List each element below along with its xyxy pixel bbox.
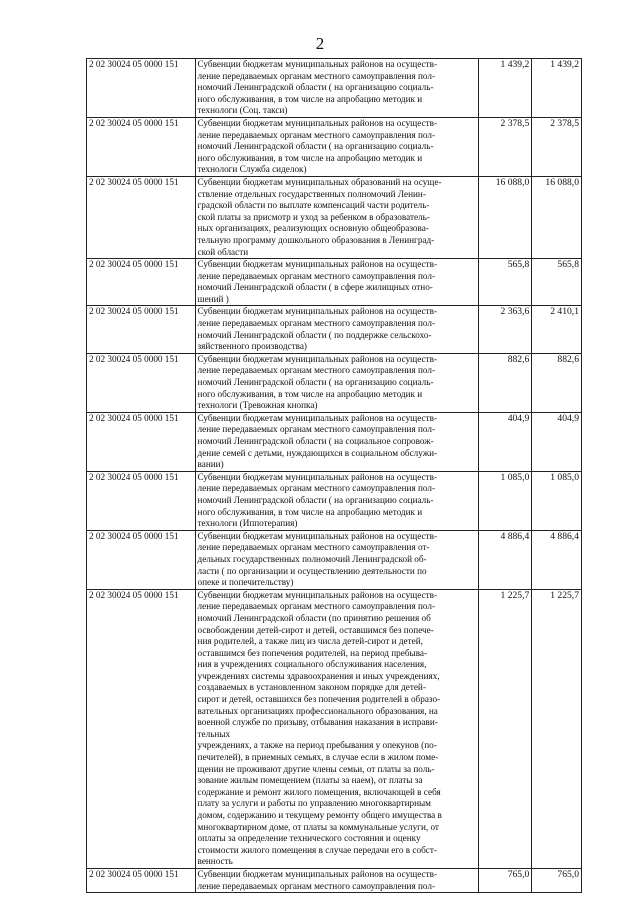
amount-cell-2: 404,9 (532, 412, 582, 471)
table-row (87, 117, 582, 176)
budget-code-cell: 2 02 30024 05 0000 151 (87, 353, 196, 412)
table-row (87, 412, 582, 471)
budget-code-cell: 2 02 30024 05 0000 151 (87, 471, 196, 530)
budget-code-cell: 2 02 30024 05 0000 151 (87, 412, 196, 471)
table-row (87, 306, 582, 353)
amount-cell-1: 1 225,7 (478, 589, 532, 868)
budget-code-cell: 2 02 30024 05 0000 151 (87, 306, 196, 353)
amount-cell-2: 1 085,0 (532, 471, 582, 530)
table-row (87, 530, 582, 589)
amount-cell-2: 765,0 (532, 868, 582, 892)
amount-cell-1: 1 085,0 (478, 471, 532, 530)
table-row (87, 868, 582, 892)
budget-code-cell: 2 02 30024 05 0000 151 (87, 59, 196, 118)
description-cell: Субвенции бюджетам муниципальных районов на осуществ- ление передаваемых органам местного самоуправления пол- номочий Ленинградской области ( на организацию социаль- ного обслуживания, в том числе на апробацию методик и технологи Служба сиделок) (195, 117, 478, 176)
amount-cell-1: 1 439,2 (478, 59, 532, 118)
budget-code-cell: 2 02 30024 05 0000 151 (87, 259, 196, 306)
amount-cell-2: 16 088,0 (532, 176, 582, 258)
amount-cell-1: 882,6 (478, 353, 532, 412)
amount-cell-2: 882,6 (532, 353, 582, 412)
description-cell: Субвенции бюджетам муниципальных районов на осуществ- ление передаваемых органам местного самоуправления пол- номочий Ленинградской области ( в сфере жилищных отно- шений ) (195, 259, 478, 306)
amount-cell-2: 1 225,7 (532, 589, 582, 868)
amount-cell-1: 4 886,4 (478, 530, 532, 589)
budget-code-cell: 2 02 30024 05 0000 151 (87, 530, 196, 589)
amount-cell-1: 2 363,6 (478, 306, 532, 353)
table-row (87, 59, 582, 118)
amount-cell-2: 4 886,4 (532, 530, 582, 589)
amount-cell-1: 765,0 (478, 868, 532, 892)
amount-cell-1: 2 378,5 (478, 117, 532, 176)
budget-code-cell: 2 02 30024 05 0000 151 (87, 117, 196, 176)
amount-cell-1: 565,8 (478, 259, 532, 306)
table-row (87, 471, 582, 530)
amount-cell-2: 1 439,2 (532, 59, 582, 118)
description-cell: Субвенции бюджетам муниципальных районов на осуществ- ление передаваемых органам местного самоуправления пол- номочий Ленинградской области ( на организацию социаль- ного обслуживания, в том числе на апробацию методик и технологи (Соц. такси) (195, 59, 478, 118)
budget-table-body (87, 59, 582, 893)
description-cell: Субвенции бюджетам муниципальных районов на осуществ- ление передаваемых органам местного самоуправления пол- номочий Ленинградской области ( на организацию социаль- ного обслуживания, в том числе на апробацию методик и технологи (Иппотерапия) (195, 471, 478, 530)
budget-code-cell: 2 02 30024 05 0000 151 (87, 589, 196, 868)
amount-cell-2: 565,8 (532, 259, 582, 306)
amount-cell-2: 2 378,5 (532, 117, 582, 176)
table-row (87, 353, 582, 412)
description-cell: Субвенции бюджетам муниципальных образований на осуще- ствление отдельных государственных полномочий Ленин- градской области по выплате компенсаций части родитель- ской платы за присмотр и уход за ребенком в образователь- ных организациях, реализующих основную общеобразова- тельную программу дошкольного образования в Ленинград- ской области (195, 176, 478, 258)
table-row (87, 589, 582, 868)
amount-cell-2: 2 410,1 (532, 306, 582, 353)
page-number: 2 (315, 34, 325, 53)
budget-code-cell: 2 02 30024 05 0000 151 (87, 176, 196, 258)
budget-code-cell: 2 02 30024 05 0000 151 (87, 868, 196, 892)
description-cell: Субвенции бюджетам муниципальных районов на осуществ- ление передаваемых органам местного самоуправления пол- номочий Ленинградской области ( по поддержке сельскохо- зяйственного производства) (195, 306, 478, 353)
amount-cell-1: 404,9 (478, 412, 532, 471)
amount-cell-1: 16 088,0 (478, 176, 532, 258)
table-row (87, 176, 582, 258)
description-cell: Субвенции бюджетам муниципальных районов на осуществ- ление передаваемых органам местного самоуправления пол- номочий Ленинградской области ( на организацию социаль- ного обслуживания, в том числе на апробацию методик и технологи (Тревожная кнопка) (195, 353, 478, 412)
description-cell: Субвенции бюджетам муниципальных районов на осуществ- ление передаваемых органам местного самоуправления пол- (195, 868, 478, 892)
description-cell: Субвенции бюджетам муниципальных районов на осуществ- ление передаваемых органам местного самоуправления пол- номочий Ленинградской области ( на социальное сопровож- дение семей с детьми, нуждающихся в социальном обслужи- вании) (195, 412, 478, 471)
table-row (87, 259, 582, 306)
budget-table (86, 58, 582, 893)
description-cell: Субвенции бюджетам муниципальных районов на осуществ- ление передаваемых органам местного самоуправления от- дельных государственных полномочий Ленинградской об- ласти ( по организации и осуществлению деятельности по опеке и попечительству) (195, 530, 478, 589)
description-cell: Субвенции бюджетам муниципальных районов на осуществ- ление передаваемых органам местного самоуправления пол- номочий Ленинградской области (по принятию решения об освобождении детей-сирот и детей, оставшимся без попече- ния родителей, а также лиц из числа детей-сирот и детей, оставшимся без попечения родителей, на период пребыва- ния в учреждениях социального обслуживания населения, учреждениях системы здравоохранения и иных учреждениях, создаваемых в установленном законом порядке для детей- сирот и детей, оставшихся без попечения родителей в образо- вательных организациях профессионального образования, на военной службе по призыву, отбывания наказания в исправи- тельных учреждениях, а также на период пребывания у опекунов (по- печителей), в приемных семьях, в случае если в жилом поме- щении не проживают другие члены семьи, от платы за поль- зование жилым помещением (платы за наем), от платы за содержание и ремонт жилого помещения, включающей в себя плату за услуги и работы по управлению многоквартирным домом, содержанию и текущему ремонту общего имущества в многоквартирном доме, от платы за коммунальные услуги, от оплаты за определение технического состояния и оценку стоимости жилого помещения в случае передачи его в собст- венность (195, 589, 478, 868)
